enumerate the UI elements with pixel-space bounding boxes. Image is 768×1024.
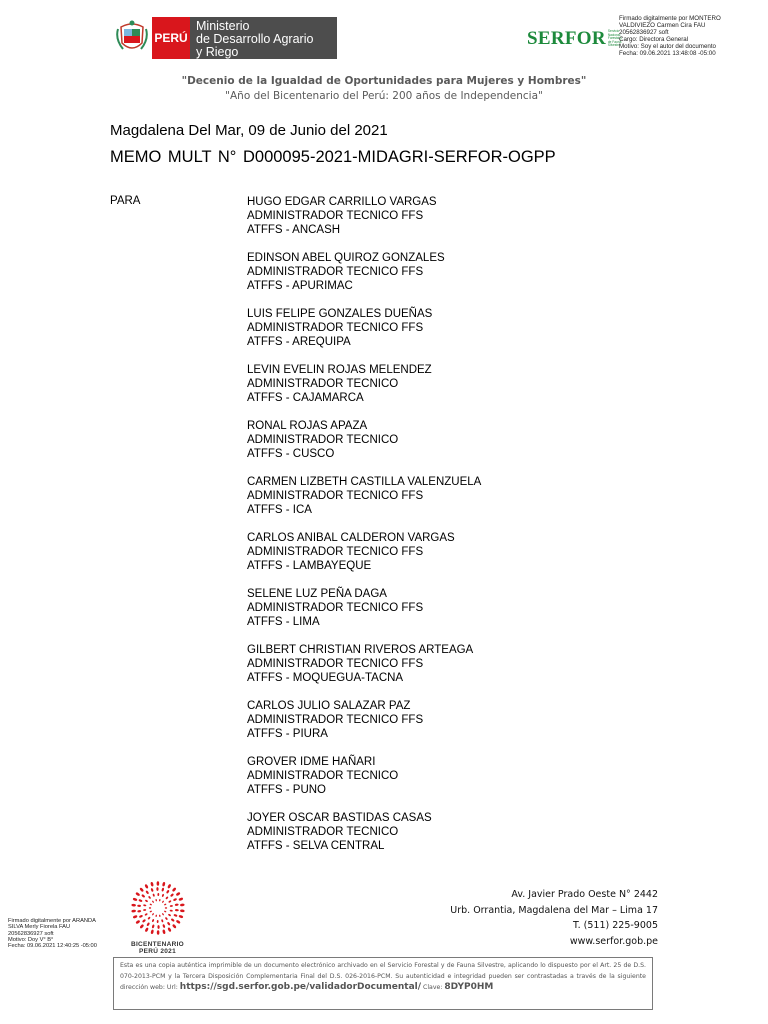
emblem-petal (168, 900, 172, 903)
validation-url-link[interactable]: https://sgd.serfor.gob.pe/validadorDocumental/ (179, 982, 422, 992)
emblem-petal (150, 888, 153, 892)
peru-coat-of-arms-icon (112, 17, 152, 59)
digital-signature-top (619, 16, 759, 57)
emblem-petal (175, 919, 180, 924)
emblem-petal (148, 907, 150, 908)
recipient-entry (247, 195, 667, 237)
recipient-name: LEVIN EVELIN ROJAS MELENDEZ (247, 364, 432, 376)
recipient-office: ATFFS - AREQUIPA (247, 336, 351, 348)
emblem-petal (162, 929, 166, 934)
recipient-name: CARMEN LIZBETH CASTILLA VALENZUELA (247, 476, 482, 488)
digital-signature-bottom (8, 918, 118, 949)
emblem-petal (135, 892, 140, 897)
memo-title: MEMO MULT N° D000095-2021-MIDAGRI-SERFOR-OGPP (110, 148, 556, 166)
emblem-petal (178, 915, 183, 919)
signature-line: Fecha: 09.06.2021 13:48:08 -05:00 (619, 49, 716, 57)
emblem-petal (174, 903, 178, 906)
emblem-petal (146, 922, 150, 926)
signature-line: Cargo: Directora General (619, 35, 689, 43)
recipient-name: EDINSON ABEL QUIROZ GONZALES (247, 252, 445, 264)
emblem-petal (138, 899, 142, 903)
emblem-petal (165, 890, 169, 894)
recipient-office: ATFFS - MOQUEGUA-TACNA (247, 672, 404, 684)
signature-line: Fecha: 09.06.2021 12:40:25 -05:00 (8, 943, 97, 950)
ministry-line: y Riego (196, 45, 239, 59)
emblem-petal (160, 919, 163, 923)
recipient-office: ATFFS - CAJAMARCA (247, 392, 364, 404)
bicentenario-icon (130, 880, 186, 936)
recipient-role: ADMINISTRADOR TECNICO (247, 770, 399, 782)
address-block (420, 887, 658, 949)
emblem-petal (178, 897, 183, 901)
signature-line: Motivo: Doy V° B° (8, 936, 54, 943)
recipient-office: ATFFS - CUSCO (247, 448, 335, 460)
recipient-office: ATFFS - PIURA (247, 728, 328, 740)
emblem-petal (132, 897, 137, 901)
recipient-list (247, 195, 667, 867)
emblem-petal (171, 924, 176, 929)
emblem-petal (141, 894, 145, 898)
recipient-name: RONAL ROJAS APAZA (247, 420, 368, 432)
recipient-office: ATFFS - SELVA CENTRAL (247, 840, 385, 852)
recipient-role: ADMINISTRADOR TECNICO (247, 826, 399, 838)
emblem-petal (155, 899, 157, 902)
emblem-petal (147, 896, 150, 900)
emblem-petal (147, 916, 150, 920)
signature-line: Firmado digitalmente por MONTERO (619, 15, 721, 22)
emblem-petal (158, 899, 160, 902)
emblem-petal (167, 913, 171, 916)
recipient-entry (247, 475, 667, 517)
emblem-petal (179, 903, 184, 906)
emblem-petal (135, 920, 140, 925)
signature-line: Firmado digitalmente por ARANDA (8, 918, 96, 924)
recipient-office: ATFFS - APURIMAC (247, 280, 353, 292)
emblem-petal (152, 893, 155, 897)
emblem-petal (158, 914, 160, 917)
emblem-petal (143, 904, 146, 906)
recipient-role: ADMINISTRADOR TECNICO FFS (247, 714, 424, 726)
recipient-name: HUGO EDGAR CARRILLO VARGAS (247, 196, 437, 208)
emblem-petal (166, 922, 170, 926)
clave-value: 8DYP0HM (444, 982, 494, 992)
recipient-entry (247, 587, 667, 629)
emblem-petal (137, 905, 141, 908)
year-name-line: "Año del Bicentenario del Perú: 200 años de Independencia" (225, 90, 543, 102)
recipient-name: CARLOS ANIBAL CALDERON VARGAS (247, 532, 455, 544)
emblem-petal (161, 888, 164, 892)
emblem-petal (162, 924, 165, 928)
emblem-petal (141, 919, 145, 923)
recipient-entry (247, 363, 667, 405)
emblem-petal (149, 910, 152, 912)
emblem-petal (149, 903, 152, 905)
recipient-role: ADMINISTRADOR TECNICO FFS (247, 602, 424, 614)
emblem-petal (174, 909, 178, 912)
emblem-petal (156, 920, 158, 923)
recipient-name: GILBERT CHRISTIAN RIVEROS ARTEAGA (247, 644, 474, 656)
emblem-petal (131, 904, 136, 907)
recipient-entry (247, 419, 667, 461)
emblem-petal (137, 910, 141, 913)
para-label: PARA (110, 195, 141, 207)
ministry-line: de Desarrollo Agrario (196, 32, 314, 46)
emblem-petal (169, 905, 172, 907)
bicentenario-logo (120, 880, 195, 958)
emblem-petal (144, 884, 148, 889)
serfor-logo (527, 26, 622, 50)
emblem-petal (151, 900, 154, 903)
emblem-petal (161, 894, 164, 898)
emblem-petal (165, 896, 168, 900)
recipient-role: ADMINISTRADOR TECNICO FFS (247, 490, 424, 502)
emblem-petal (167, 884, 171, 889)
emblem-petal (164, 907, 166, 908)
website-link[interactable]: www.serfor.gob.pe (569, 935, 658, 947)
signature-line: SILVA Merly Fiorela FAU (8, 924, 71, 931)
emblem-petal (151, 919, 154, 923)
emblem-petal (169, 893, 173, 897)
emblem-petal (172, 898, 176, 902)
bicentenario-year: PERÚ 2021 (138, 948, 177, 955)
emblem-petal (142, 909, 145, 911)
ministry-name (190, 17, 337, 59)
ministry-line: Ministerio (196, 19, 250, 33)
emblem-petal (139, 924, 144, 929)
recipient-entry (247, 699, 667, 741)
url-label: Url: (166, 984, 178, 991)
emblem-petal (163, 903, 166, 905)
recipient-role: ADMINISTRADOR TECNICO FFS (247, 322, 424, 334)
emblem-petal (163, 910, 166, 912)
emblem-petal (171, 887, 176, 892)
emblem-petal (132, 915, 137, 919)
emblem-petal (144, 927, 148, 932)
recipient-office: ATFFS - ICA (247, 504, 312, 516)
emblem-petal (167, 927, 171, 932)
emblem-petal (144, 913, 148, 916)
recipient-role: ADMINISTRADOR TECNICO (247, 378, 399, 390)
peru-label: PERÚ (152, 17, 190, 59)
emblem-petal (131, 909, 136, 912)
emblem-petal (150, 929, 154, 934)
emblem-petal (138, 915, 142, 919)
emblem-petal (151, 924, 154, 928)
emblem-petal (164, 917, 167, 921)
recipient-entry (247, 307, 667, 349)
emblem-petal (161, 913, 164, 916)
date-line: Magdalena Del Mar, 09 de Junio del 2021 (110, 122, 388, 139)
recipient-office: ATFFS - LAMBAYEQUE (247, 560, 372, 572)
notice-text: Esta es una copia auténtica imprimible de un documento electrónico archivado en el Servicio Forestal y de Fauna Silvestre, aplicando lo dispuesto por el Art. 25 de D.S. 070-2013-PCM y la Tercera Disposición Complementaria Final del D.S. 026-2016-PCM. Su autenticidad e integridad pueden ser contrastadas a través de la siguiente dirección web: (120, 962, 646, 991)
recipient-role: ADMINISTRADOR TECNICO (247, 434, 399, 446)
emblem-petal (139, 887, 144, 892)
signature-line: 20562836927 soft (8, 930, 54, 937)
serfor-tagline: Servicio Nacional Forestal y de Fauna Silvestre (607, 29, 622, 48)
emblem-petal (179, 909, 184, 912)
serfor-logo-text: SERFOR (527, 28, 606, 49)
recipient-role: ADMINISTRADOR TECNICO FFS (247, 546, 424, 558)
recipient-office: ATFFS - PUNO (247, 784, 327, 796)
emblem-petal (157, 893, 159, 896)
ministry-logo (112, 17, 337, 59)
emblem-petal (155, 914, 157, 917)
phone-line: T. (511) 225-9005 (572, 920, 658, 931)
recipient-entry (247, 755, 667, 797)
emblem-petal (151, 913, 154, 916)
recipient-role: ADMINISTRADOR TECNICO FFS (247, 266, 424, 278)
emblem-petal (169, 909, 172, 911)
recipient-name: JOYER OSCAR BASTIDAS CASAS (247, 812, 432, 824)
emblem-petal (157, 925, 159, 929)
recipient-entry (247, 643, 667, 685)
signature-line: 20562836927 soft (619, 28, 669, 36)
recipient-office: ATFFS - LIMA (247, 616, 320, 628)
emblem-petal (156, 881, 159, 886)
emblem-petal (173, 914, 177, 918)
recipient-name: LUIS FELIPE GONZALES DUEÑAS (247, 308, 433, 320)
emblem-petal (175, 892, 180, 897)
recipient-name: GROVER IDME HAÑARI (247, 756, 376, 768)
emblem-petal (161, 882, 165, 887)
signature-line: Motivo: Soy el autor del documento (619, 42, 716, 50)
bicentenario-label: BICENTENARIO (130, 941, 185, 948)
recipient-entry (247, 251, 667, 293)
emblem-petal (145, 890, 149, 894)
authenticity-notice (113, 957, 653, 1010)
recipient-entry (247, 531, 667, 573)
address-line: Urb. Orrantia, Magdalena del Mar – Lima 17 (450, 904, 658, 916)
clave-label: Clave: (423, 984, 443, 991)
address-line: Av. Javier Prado Oeste N° 2442 (511, 889, 658, 900)
emblem-petal (156, 887, 158, 891)
recipient-role: ADMINISTRADOR TECNICO FFS (247, 210, 424, 222)
recipient-entry (247, 811, 667, 853)
emblem-petal (150, 882, 154, 887)
emblem-petal (161, 900, 164, 903)
recipient-role: ADMINISTRADOR TECNICO FFS (247, 658, 424, 670)
emblem-petal (144, 899, 148, 902)
emblem-petal (156, 930, 159, 935)
recipient-name: SELENE LUZ PEÑA DAGA (247, 588, 387, 600)
signature-line: VALDIVIEZO Carmen Cira FAU (619, 21, 706, 29)
recipient-name: CARLOS JULIO SALAZAR PAZ (247, 700, 411, 712)
emblem-petal (170, 918, 174, 922)
recipient-office: ATFFS - ANCASH (247, 224, 341, 236)
decenio-line: "Decenio de la Igualdad de Oportunidades para Mujeres y Hombres" (181, 75, 587, 87)
